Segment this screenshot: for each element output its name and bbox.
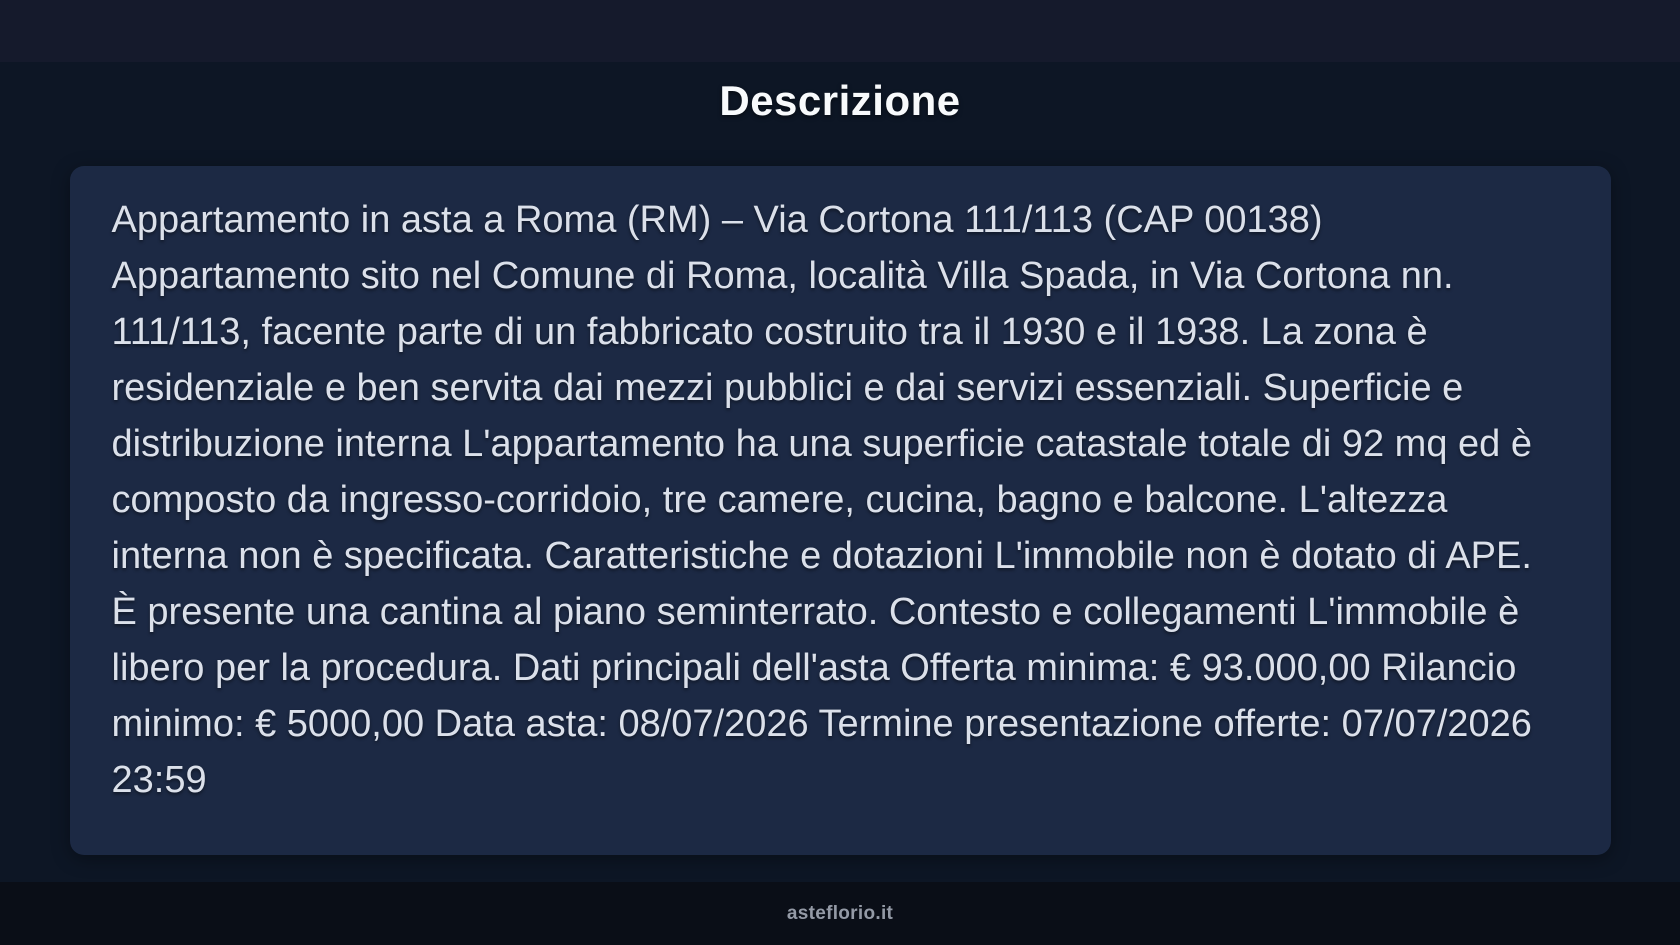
description-line: composto da ingresso-corridoio, tre camere, cucina, bagno e balcone. L'altezza bbox=[111, 479, 1448, 521]
description-line: interna non è specificata. Caratteristiche e dotazioni L'immobile non è dotato di APE. bbox=[111, 535, 1532, 577]
description-line: residenziale e ben servita dai mezzi pubblici e dai servizi essenziali. Superficie e bbox=[111, 367, 1464, 409]
description-line: minimo: € 5000,00 Data asta: 08/07/2026 Termine presentazione offerte: 07/07/2026 bbox=[111, 703, 1532, 745]
description-line: libero per la procedura. Dati principali dell'asta Offerta minima: € 93.000,00 Rilancio bbox=[111, 647, 1517, 689]
description-text bbox=[112, 192, 1569, 808]
description-line: 111/113, facente parte di un fabbricato costruito tra il 1930 e il 1938. La zona è bbox=[111, 311, 1428, 353]
description-line: Appartamento sito nel Comune di Roma, località Villa Spada, in Via Cortona nn. bbox=[111, 255, 1454, 297]
description-line: Appartamento in asta a Roma (RM) – Via Cortona 111/113 (CAP 00138) bbox=[111, 199, 1323, 241]
footer-brand: asteflorio.it bbox=[786, 902, 894, 924]
page-title: Descrizione bbox=[719, 77, 961, 124]
description-line: È presente una cantina al piano seminterrato. Contesto e collegamenti L'immobile è bbox=[111, 591, 1520, 633]
description-line: distribuzione interna L'appartamento ha una superficie catastale totale di 92 mq ed è bbox=[111, 423, 1532, 465]
footer-bar bbox=[0, 882, 1680, 945]
top-bar bbox=[0, 0, 1680, 62]
main-content bbox=[0, 62, 1680, 882]
description-card bbox=[70, 166, 1611, 855]
description-line: 23:59 bbox=[111, 759, 207, 801]
